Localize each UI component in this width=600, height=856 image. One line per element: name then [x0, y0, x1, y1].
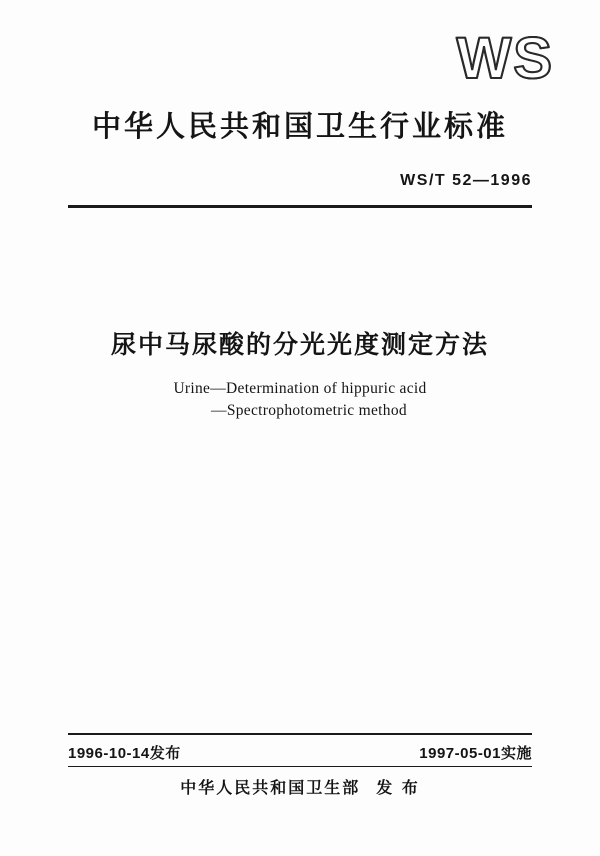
- page-title-english-line2: —Spectrophotometric method: [211, 402, 407, 419]
- issue-date: 1996-10-14发布: [68, 745, 181, 762]
- publisher-line: [0, 775, 600, 798]
- page-title: 尿中马尿酸的分光光度测定方法: [110, 330, 489, 359]
- page-title-english: [0, 378, 600, 422]
- footer-divider-rule: [68, 733, 532, 735]
- page-title-english-line1: Urine—Determination of hippuric acid: [173, 380, 427, 397]
- header-divider-rule: [68, 205, 532, 208]
- publisher-name: 中华人民共和国卫生部: [180, 778, 361, 797]
- effective-date: 1997-05-01实施: [419, 745, 532, 762]
- ws-logo: WS: [456, 26, 554, 91]
- page-header-title: 中华人民共和国卫生行业标准: [91, 109, 508, 143]
- publisher-divider-rule: [68, 766, 532, 767]
- publisher-suffix: 发 布: [376, 778, 420, 797]
- standard-number: WS/T 52—1996: [400, 172, 532, 189]
